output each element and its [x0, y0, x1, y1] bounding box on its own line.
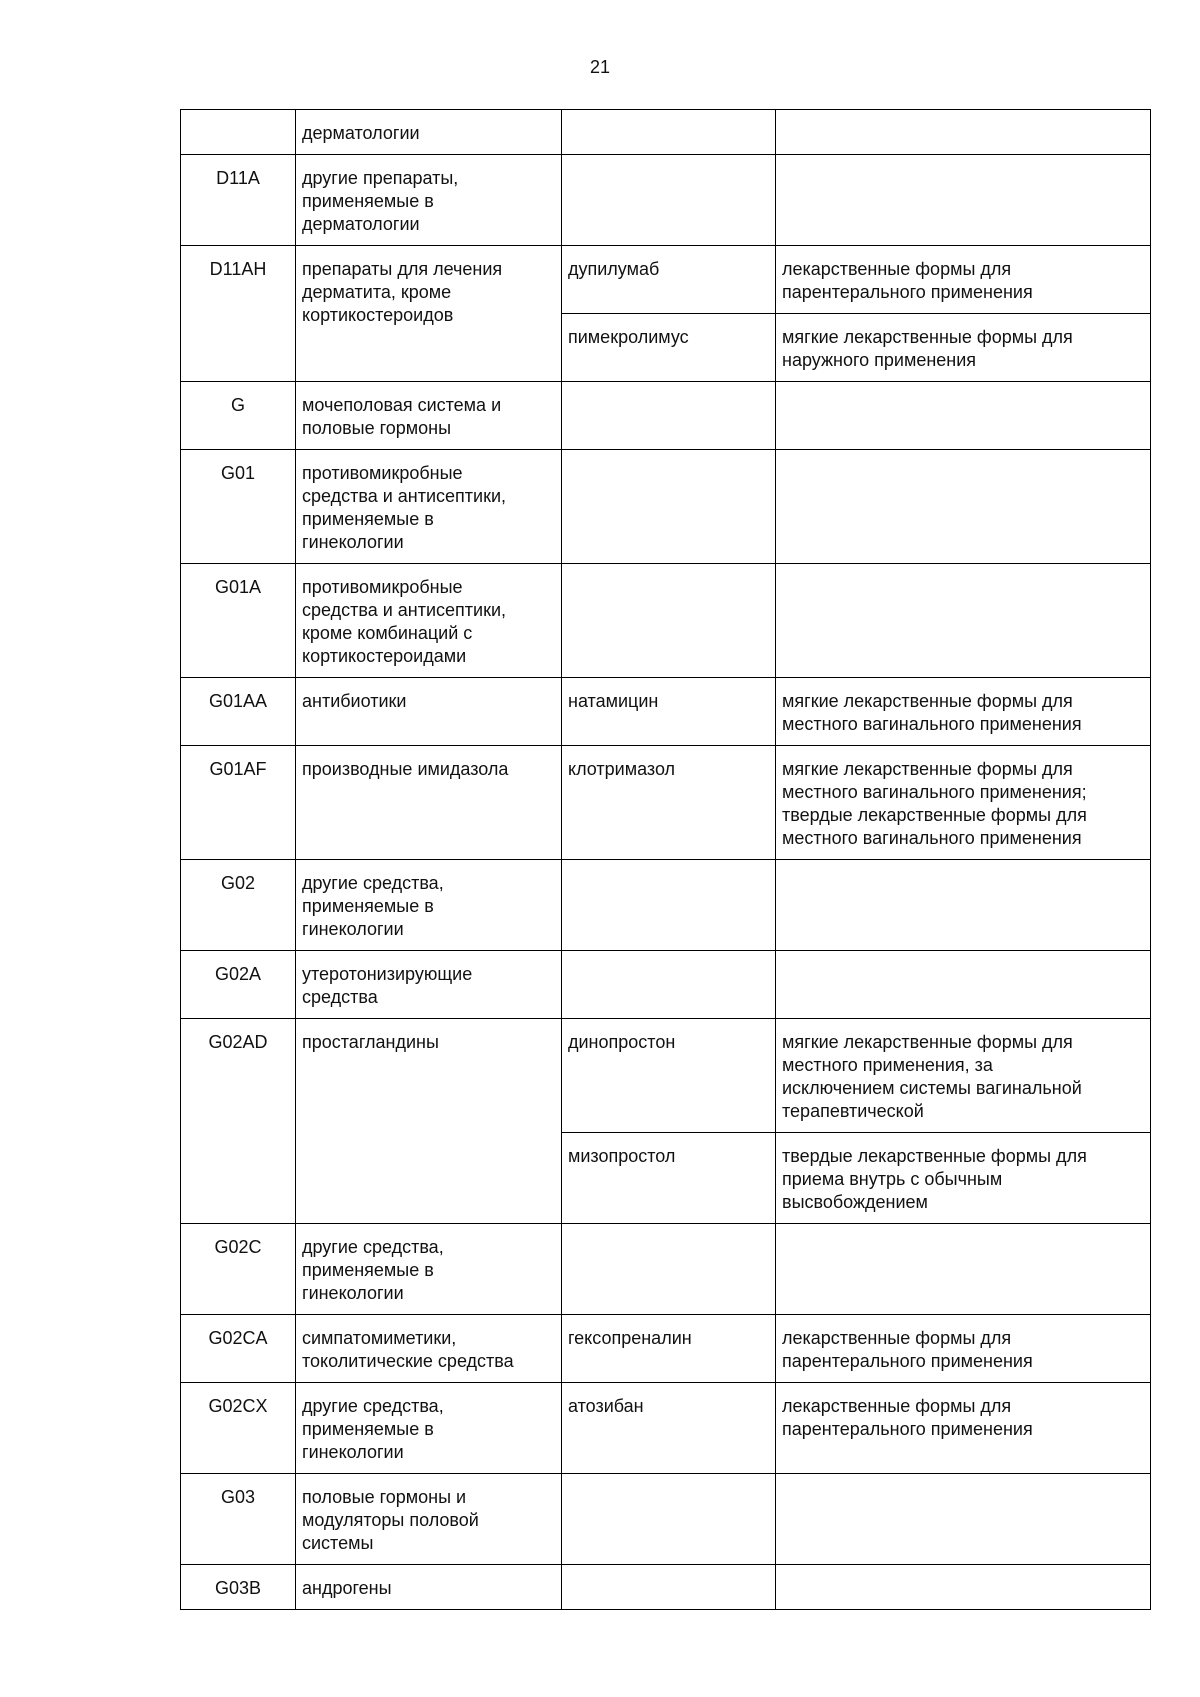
dosage-form-cell	[776, 382, 1151, 450]
atc-code-cell: D11A	[181, 155, 296, 246]
drug-name-cell: динопростон	[562, 1019, 776, 1133]
atc-code-cell: D11AH	[181, 246, 296, 382]
table-row	[181, 450, 1151, 564]
drug-name-cell	[562, 450, 776, 564]
dosage-form-cell	[776, 860, 1151, 951]
dosage-form-cell: мягкие лекарственные формы для местного вагинального применения; твердые лекарственные формы для местного вагинального применения	[776, 746, 1151, 860]
group-name-cell: другие средства, применяемые в гинекологии	[296, 1383, 562, 1474]
group-name-cell: симпатомиметики, токолитические средства	[296, 1315, 562, 1383]
table-row	[181, 110, 1151, 155]
drug-name-cell: дупилумаб	[562, 246, 776, 314]
dosage-form-cell: твердые лекарственные формы для приема внутрь с обычным высвобождением	[776, 1133, 1151, 1224]
drug-name-cell	[562, 110, 776, 155]
page-number: 21	[589, 57, 611, 77]
dosage-form-cell: лекарственные формы для парентерального применения	[776, 1315, 1151, 1383]
drug-name-cell	[562, 951, 776, 1019]
drug-name-cell	[562, 155, 776, 246]
group-name-cell: противомикробные средства и антисептики, кроме комбинаций с кортикостероидами	[296, 564, 562, 678]
atc-code-cell: G01	[181, 450, 296, 564]
atc-code-cell: G01AF	[181, 746, 296, 860]
atc-code-cell: G03	[181, 1474, 296, 1565]
group-name-cell: другие препараты, применяемые в дерматологии	[296, 155, 562, 246]
atc-code-cell: G02	[181, 860, 296, 951]
dosage-form-cell: мягкие лекарственные формы для местного применения, за исключением системы вагинальной терапевтической	[776, 1019, 1151, 1133]
group-name-cell: простагландины	[296, 1019, 562, 1224]
table-row	[181, 1474, 1151, 1565]
table-row	[181, 1383, 1151, 1474]
dosage-form-cell: лекарственные формы для парентерального применения	[776, 1383, 1151, 1474]
dosage-form-cell	[776, 110, 1151, 155]
atc-code-cell: G02CA	[181, 1315, 296, 1383]
group-name-cell: другие средства, применяемые в гинекологии	[296, 1224, 562, 1315]
group-name-cell: мочеполовая система и половые гормоны	[296, 382, 562, 450]
drug-name-cell: натамицин	[562, 678, 776, 746]
dosage-form-cell	[776, 1474, 1151, 1565]
drug-name-cell	[562, 564, 776, 678]
dosage-form-cell	[776, 155, 1151, 246]
drug-name-cell: мизопростол	[562, 1133, 776, 1224]
table-row	[181, 678, 1151, 746]
table-row	[181, 1019, 1151, 1133]
dosage-form-cell	[776, 564, 1151, 678]
table-row	[181, 155, 1151, 246]
table-row	[181, 1315, 1151, 1383]
group-name-cell: андрогены	[296, 1565, 562, 1610]
atc-code-cell: G02A	[181, 951, 296, 1019]
drug-name-cell: атозибан	[562, 1383, 776, 1474]
table-row	[181, 564, 1151, 678]
atc-code-cell: G02AD	[181, 1019, 296, 1224]
group-name-cell: препараты для лечения дерматита, кроме кортикостероидов	[296, 246, 562, 382]
dosage-form-cell	[776, 951, 1151, 1019]
drug-name-cell	[562, 382, 776, 450]
drug-name-cell: гексопреналин	[562, 1315, 776, 1383]
group-name-cell: дерматологии	[296, 110, 562, 155]
table-row	[181, 1565, 1151, 1610]
table-row	[181, 746, 1151, 860]
drug-name-cell: пимекролимус	[562, 314, 776, 382]
dosage-form-cell: мягкие лекарственные формы для наружного применения	[776, 314, 1151, 382]
group-name-cell: противомикробные средства и антисептики, применяемые в гинекологии	[296, 450, 562, 564]
atc-code-cell: G01AA	[181, 678, 296, 746]
atc-code-cell: G03B	[181, 1565, 296, 1610]
atc-code-cell: G01A	[181, 564, 296, 678]
group-name-cell: утеротонизирующие средства	[296, 951, 562, 1019]
group-name-cell: половые гормоны и модуляторы половой системы	[296, 1474, 562, 1565]
group-name-cell: производные имидазола	[296, 746, 562, 860]
atc-code-cell	[181, 110, 296, 155]
atc-code-cell: G02C	[181, 1224, 296, 1315]
drug-name-cell	[562, 1565, 776, 1610]
dosage-form-cell: мягкие лекарственные формы для местного вагинального применения	[776, 678, 1151, 746]
drug-name-cell	[562, 1474, 776, 1565]
table-row	[181, 1224, 1151, 1315]
table-row	[181, 860, 1151, 951]
atc-code-cell: G02CX	[181, 1383, 296, 1474]
group-name-cell: другие средства, применяемые в гинекологии	[296, 860, 562, 951]
drug-name-cell	[562, 860, 776, 951]
drug-name-cell: клотримазол	[562, 746, 776, 860]
table-row	[181, 382, 1151, 450]
table-row	[181, 246, 1151, 314]
dosage-form-cell	[776, 450, 1151, 564]
drug-name-cell	[562, 1224, 776, 1315]
dosage-form-cell: лекарственные формы для парентерального применения	[776, 246, 1151, 314]
atc-classification-table	[180, 109, 1151, 1610]
dosage-form-cell	[776, 1565, 1151, 1610]
group-name-cell: антибиотики	[296, 678, 562, 746]
table-row	[181, 951, 1151, 1019]
dosage-form-cell	[776, 1224, 1151, 1315]
atc-code-cell: G	[181, 382, 296, 450]
